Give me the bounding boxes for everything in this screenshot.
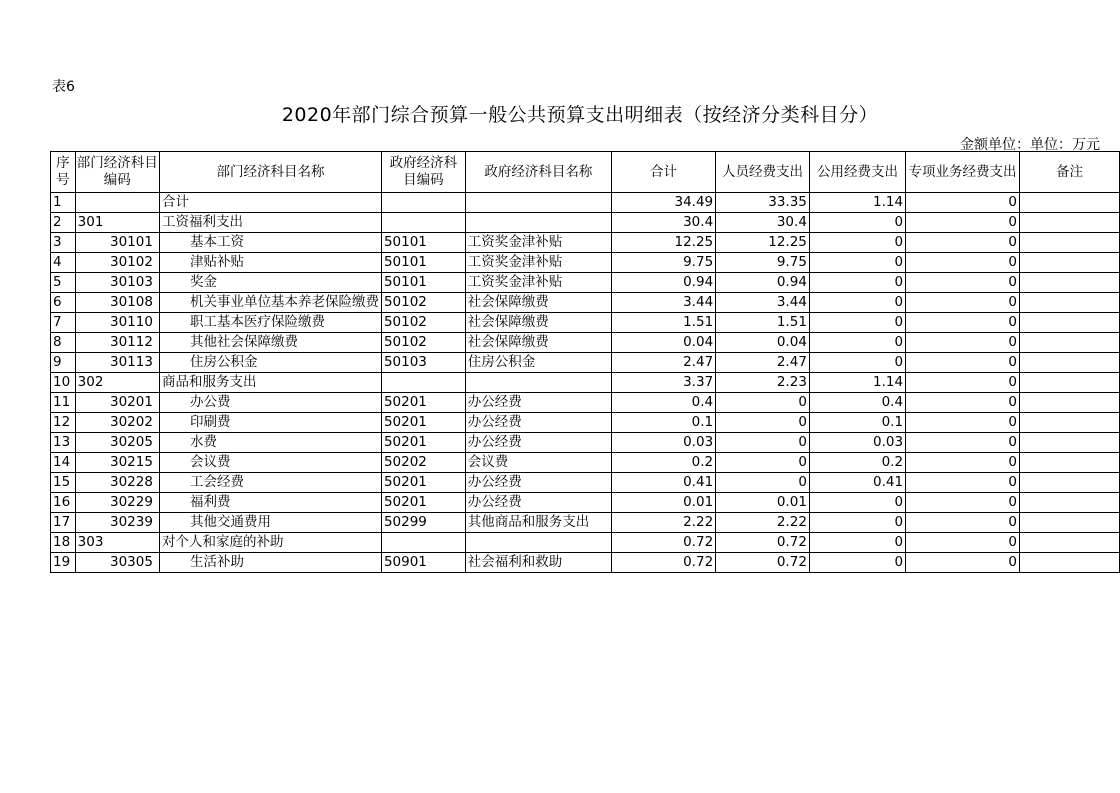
header-public: 公用经费支出 (809, 152, 905, 193)
cell-special: 0 (906, 493, 1020, 513)
cell-personnel: 0.01 (716, 493, 810, 513)
cell-special: 0 (906, 473, 1020, 493)
cell-public: 0 (809, 493, 905, 513)
cell-gov-name (465, 213, 611, 233)
cell-personnel: 1.51 (716, 313, 810, 333)
cell-remark (1020, 453, 1120, 473)
cell-personnel: 12.25 (716, 233, 810, 253)
cell-gov-name: 办公经费 (465, 393, 611, 413)
cell-seq: 9 (51, 353, 76, 373)
cell-gov-code: 50202 (381, 453, 465, 473)
cell-dept-code: 302 (75, 373, 159, 393)
cell-personnel: 2.47 (716, 353, 810, 373)
cell-total: 0.1 (611, 413, 715, 433)
cell-gov-name (465, 373, 611, 393)
cell-public: 0.1 (809, 413, 905, 433)
cell-public: 0.03 (809, 433, 905, 453)
cell-total: 0.4 (611, 393, 715, 413)
cell-seq: 3 (51, 233, 76, 253)
cell-gov-name: 办公经费 (465, 473, 611, 493)
cell-remark (1020, 413, 1120, 433)
table-row (51, 213, 1120, 233)
cell-remark (1020, 393, 1120, 413)
header-dept-name: 部门经济科目名称 (159, 152, 381, 193)
table-body (51, 193, 1120, 573)
table-row (51, 533, 1120, 553)
cell-total: 34.49 (611, 193, 715, 213)
cell-special: 0 (906, 273, 1020, 293)
cell-total: 12.25 (611, 233, 715, 253)
cell-total: 0.2 (611, 453, 715, 473)
cell-special: 0 (906, 333, 1020, 353)
cell-dept-code: 30103 (75, 273, 159, 293)
cell-personnel: 3.44 (716, 293, 810, 313)
cell-dept-code: 30228 (75, 473, 159, 493)
cell-gov-code (381, 213, 465, 233)
cell-dept-code: 30205 (75, 433, 159, 453)
cell-public: 0 (809, 273, 905, 293)
cell-special: 0 (906, 453, 1020, 473)
cell-personnel: 0.04 (716, 333, 810, 353)
header-personnel: 人员经费支出 (716, 152, 810, 193)
cell-public: 0.41 (809, 473, 905, 493)
cell-personnel: 0.72 (716, 533, 810, 553)
cell-personnel: 33.35 (716, 193, 810, 213)
cell-total: 30.4 (611, 213, 715, 233)
table-row (51, 553, 1120, 573)
header-gov-name: 政府经济科目名称 (465, 152, 611, 193)
cell-personnel: 30.4 (716, 213, 810, 233)
cell-public: 0 (809, 353, 905, 373)
cell-dept-name: 机关事业单位基本养老保险缴费 (159, 293, 381, 313)
header-seq: 序号 (51, 152, 76, 193)
cell-gov-name: 办公经费 (465, 433, 611, 453)
cell-public: 0 (809, 233, 905, 253)
table-row (51, 453, 1120, 473)
cell-special: 0 (906, 233, 1020, 253)
cell-special: 0 (906, 373, 1020, 393)
header-gov-code: 政府经济科目编码 (381, 152, 465, 193)
cell-seq: 1 (51, 193, 76, 213)
cell-special: 0 (906, 213, 1020, 233)
cell-seq: 4 (51, 253, 76, 273)
cell-special: 0 (906, 413, 1020, 433)
cell-gov-code: 50101 (381, 253, 465, 273)
cell-public: 0.2 (809, 453, 905, 473)
header-total: 合计 (611, 152, 715, 193)
table-row (51, 413, 1120, 433)
cell-personnel: 2.23 (716, 373, 810, 393)
header-special: 专项业务经费支出 (906, 152, 1020, 193)
table-row (51, 293, 1120, 313)
cell-gov-name: 办公经费 (465, 493, 611, 513)
cell-dept-name: 印刷费 (159, 413, 381, 433)
table-row (51, 393, 1120, 413)
cell-personnel: 0 (716, 433, 810, 453)
cell-personnel: 2.22 (716, 513, 810, 533)
cell-dept-code: 30201 (75, 393, 159, 413)
cell-gov-code: 50201 (381, 473, 465, 493)
cell-dept-name: 水费 (159, 433, 381, 453)
cell-remark (1020, 473, 1120, 493)
cell-public: 0 (809, 313, 905, 333)
cell-seq: 14 (51, 453, 76, 473)
cell-gov-name (465, 193, 611, 213)
cell-gov-code (381, 193, 465, 213)
cell-seq: 12 (51, 413, 76, 433)
cell-seq: 10 (51, 373, 76, 393)
cell-public: 1.14 (809, 193, 905, 213)
cell-gov-code: 50101 (381, 233, 465, 253)
cell-dept-name: 对个人和家庭的补助 (159, 533, 381, 553)
cell-dept-name: 办公费 (159, 393, 381, 413)
cell-public: 0 (809, 553, 905, 573)
table-row (51, 333, 1120, 353)
cell-remark (1020, 233, 1120, 253)
cell-total: 0.41 (611, 473, 715, 493)
cell-special: 0 (906, 313, 1020, 333)
cell-dept-code: 30305 (75, 553, 159, 573)
cell-remark (1020, 533, 1120, 553)
cell-remark (1020, 373, 1120, 393)
cell-dept-code: 30110 (75, 313, 159, 333)
cell-remark (1020, 553, 1120, 573)
cell-remark (1020, 353, 1120, 373)
budget-table (50, 151, 1120, 573)
cell-seq: 18 (51, 533, 76, 553)
cell-total: 3.44 (611, 293, 715, 313)
cell-dept-name: 工会经费 (159, 473, 381, 493)
cell-dept-code: 303 (75, 533, 159, 553)
cell-seq: 11 (51, 393, 76, 413)
cell-total: 9.75 (611, 253, 715, 273)
table-row (51, 273, 1120, 293)
table-row (51, 473, 1120, 493)
cell-gov-name: 会议费 (465, 453, 611, 473)
table-row (51, 233, 1120, 253)
cell-personnel: 0.94 (716, 273, 810, 293)
cell-dept-code: 30108 (75, 293, 159, 313)
cell-total: 0.72 (611, 533, 715, 553)
cell-gov-name (465, 533, 611, 553)
cell-remark (1020, 193, 1120, 213)
cell-total: 0.72 (611, 553, 715, 573)
cell-dept-code (75, 193, 159, 213)
table-row (51, 253, 1120, 273)
cell-gov-name: 社会福利和救助 (465, 553, 611, 573)
cell-total: 3.37 (611, 373, 715, 393)
cell-dept-name: 其他交通费用 (159, 513, 381, 533)
page-title: 2020年部门综合预算一般公共预算支出明细表（按经济分类科目分） (281, 104, 879, 126)
table-row (51, 433, 1120, 453)
cell-seq: 8 (51, 333, 76, 353)
cell-remark (1020, 313, 1120, 333)
cell-dept-name: 住房公积金 (159, 353, 381, 373)
cell-dept-code: 30101 (75, 233, 159, 253)
cell-gov-code: 50103 (381, 353, 465, 373)
cell-dept-code: 30202 (75, 413, 159, 433)
cell-gov-code: 50201 (381, 413, 465, 433)
cell-gov-name: 社会保障缴费 (465, 293, 611, 313)
table-row (51, 193, 1120, 213)
cell-seq: 16 (51, 493, 76, 513)
cell-gov-name: 工资奖金津补贴 (465, 273, 611, 293)
cell-public: 1.14 (809, 373, 905, 393)
cell-seq: 6 (51, 293, 76, 313)
cell-total: 0.03 (611, 433, 715, 453)
cell-gov-name: 办公经费 (465, 413, 611, 433)
cell-total: 0.94 (611, 273, 715, 293)
cell-special: 0 (906, 513, 1020, 533)
cell-public: 0 (809, 533, 905, 553)
cell-dept-code: 30112 (75, 333, 159, 353)
cell-personnel: 0 (716, 413, 810, 433)
cell-total: 1.51 (611, 313, 715, 333)
cell-dept-name: 基本工资 (159, 233, 381, 253)
cell-total: 0.01 (611, 493, 715, 513)
sheet-label: 表6 (52, 79, 75, 95)
cell-dept-name: 津贴补贴 (159, 253, 381, 273)
cell-dept-name: 福利费 (159, 493, 381, 513)
cell-seq: 13 (51, 433, 76, 453)
cell-seq: 17 (51, 513, 76, 533)
cell-dept-name: 会议费 (159, 453, 381, 473)
cell-gov-name: 其他商品和服务支出 (465, 513, 611, 533)
cell-total: 2.22 (611, 513, 715, 533)
header-dept-code: 部门经济科目编码 (75, 152, 159, 193)
cell-personnel: 0.72 (716, 553, 810, 573)
cell-remark (1020, 433, 1120, 453)
cell-dept-code: 30239 (75, 513, 159, 533)
cell-gov-code: 50102 (381, 313, 465, 333)
cell-gov-code: 50201 (381, 393, 465, 413)
table-header-row (51, 152, 1120, 193)
cell-personnel: 9.75 (716, 253, 810, 273)
cell-gov-code: 50201 (381, 433, 465, 453)
table-row (51, 313, 1120, 333)
cell-public: 0 (809, 293, 905, 313)
cell-gov-code: 50201 (381, 493, 465, 513)
cell-special: 0 (906, 353, 1020, 373)
cell-personnel: 0 (716, 393, 810, 413)
header-remark: 备注 (1020, 152, 1120, 193)
table-row (51, 513, 1120, 533)
cell-special: 0 (906, 253, 1020, 273)
cell-gov-code: 50102 (381, 333, 465, 353)
cell-gov-code: 50102 (381, 293, 465, 313)
cell-dept-name: 其他社会保障缴费 (159, 333, 381, 353)
cell-personnel: 0 (716, 473, 810, 493)
cell-gov-name: 工资奖金津补贴 (465, 233, 611, 253)
cell-public: 0.4 (809, 393, 905, 413)
cell-remark (1020, 513, 1120, 533)
cell-dept-name: 职工基本医疗保险缴费 (159, 313, 381, 333)
cell-seq: 19 (51, 553, 76, 573)
cell-personnel: 0 (716, 453, 810, 473)
cell-remark (1020, 333, 1120, 353)
cell-total: 0.04 (611, 333, 715, 353)
cell-total: 2.47 (611, 353, 715, 373)
table-row (51, 353, 1120, 373)
cell-public: 0 (809, 253, 905, 273)
cell-seq: 5 (51, 273, 76, 293)
cell-gov-name: 住房公积金 (465, 353, 611, 373)
cell-special: 0 (906, 553, 1020, 573)
cell-dept-name: 合计 (159, 193, 381, 213)
cell-public: 0 (809, 333, 905, 353)
cell-seq: 15 (51, 473, 76, 493)
cell-remark (1020, 493, 1120, 513)
cell-dept-code: 30102 (75, 253, 159, 273)
cell-gov-code: 50101 (381, 273, 465, 293)
cell-gov-code: 50901 (381, 553, 465, 573)
cell-public: 0 (809, 213, 905, 233)
cell-remark (1020, 273, 1120, 293)
cell-special: 0 (906, 293, 1020, 313)
cell-special: 0 (906, 433, 1020, 453)
table-row (51, 373, 1120, 393)
cell-dept-code: 30229 (75, 493, 159, 513)
cell-dept-code: 30113 (75, 353, 159, 373)
cell-dept-name: 商品和服务支出 (159, 373, 381, 393)
cell-dept-code: 301 (75, 213, 159, 233)
cell-gov-code (381, 373, 465, 393)
cell-remark (1020, 213, 1120, 233)
cell-special: 0 (906, 193, 1020, 213)
cell-remark (1020, 253, 1120, 273)
cell-dept-name: 生活补助 (159, 553, 381, 573)
unit-note: 金额单位：单位：万元 (960, 137, 1100, 153)
cell-gov-code (381, 533, 465, 553)
cell-dept-name: 工资福利支出 (159, 213, 381, 233)
cell-dept-name: 奖金 (159, 273, 381, 293)
cell-seq: 2 (51, 213, 76, 233)
cell-gov-name: 社会保障缴费 (465, 313, 611, 333)
cell-gov-name: 工资奖金津补贴 (465, 253, 611, 273)
table-row (51, 493, 1120, 513)
cell-special: 0 (906, 393, 1020, 413)
cell-remark (1020, 293, 1120, 313)
cell-public: 0 (809, 513, 905, 533)
cell-special: 0 (906, 533, 1020, 553)
cell-seq: 7 (51, 313, 76, 333)
cell-gov-name: 社会保障缴费 (465, 333, 611, 353)
cell-gov-code: 50299 (381, 513, 465, 533)
cell-dept-code: 30215 (75, 453, 159, 473)
